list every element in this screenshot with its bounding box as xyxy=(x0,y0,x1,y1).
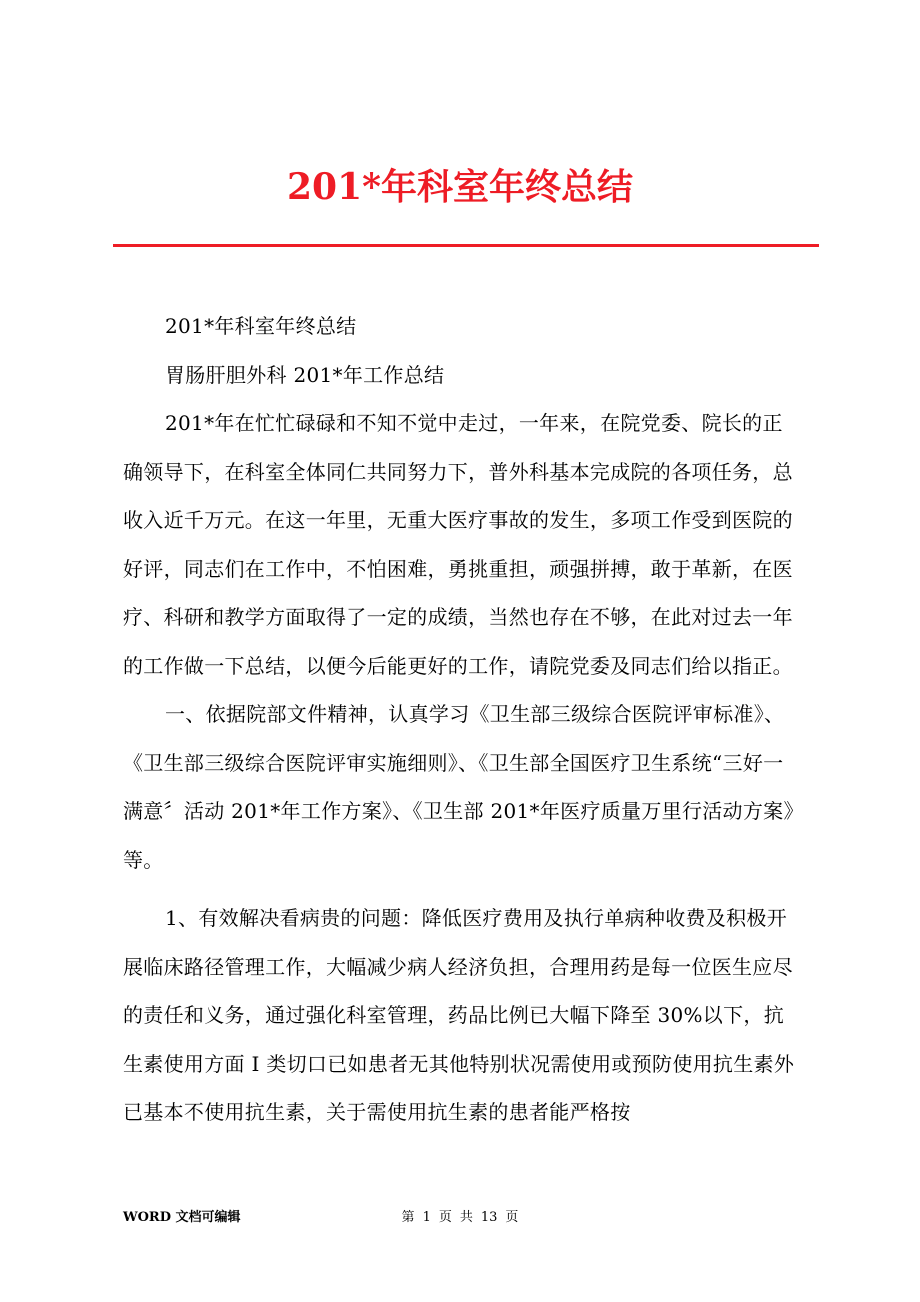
page-footer xyxy=(0,1206,920,1230)
footer-editable-label: WORD 文档可编辑 xyxy=(123,1210,241,1225)
document-body xyxy=(123,302,803,1137)
page-mid: 页 xyxy=(438,1210,452,1225)
document-title: 201*年科室年终总结 xyxy=(287,166,633,208)
page-number xyxy=(0,1206,920,1225)
paragraph-item-one: 1、有效解决看病贵的问题：降低医疗费用及执行单病种收费及积极开展临床路径管理工作，大幅减少病人经济负担，合理用药是每一位医生应尽的责任和义务，通过强化科室管理，药品比例已大幅下降至 30%以下，抗生素使用方面 I 类切口已如患者无其他特别状况需使用或预防使用抗生素外已基本不使用抗生素，关于需使用抗生素的患者能严格按 xyxy=(123,906,795,1124)
subtitle-line-2: 胃肠肝胆外科 201*年工作总结 xyxy=(165,362,445,387)
page-total-prefix: 共 xyxy=(459,1210,473,1225)
page-suffix: 页 xyxy=(505,1210,519,1225)
title-divider xyxy=(113,244,819,247)
subtitle-line-1: 201*年科室年终总结 xyxy=(165,314,357,338)
page-current: 1 xyxy=(422,1210,431,1225)
paragraph-section-one: 一、依据院部文件精神，认真学习《卫生部三级综合医院评审标准》、《卫生部三级综合医院评审实施细则》、《卫生部全国医疗卫生系统“三好一满意〞活动 201*年工作方案》、《卫生部 201*年医疗质量万里行活动方案》等。 xyxy=(123,702,794,872)
paragraph-intro: 201*年在忙忙碌碌和不知不觉中走过，一年来，在院党委、院长的正确领导下，在科室全体同仁共同努力下，普外科基本完成院的各项任务，总收入近千万元。在这一年里，无重大医疗事故的发生，多项工作受到医院的好评，同志们在工作中，不怕困难，勇挑重担，顽强拼搏，敢于革新，在医疗、科研和教学方面取得了一定的成绩，当然也存在不够，在此对过去一年的工作做一下总结，以便今后能更好的工作，请院党委及同志们给以指正。 xyxy=(123,411,793,678)
page-total: 13 xyxy=(480,1210,498,1225)
page-prefix: 第 xyxy=(401,1210,415,1225)
